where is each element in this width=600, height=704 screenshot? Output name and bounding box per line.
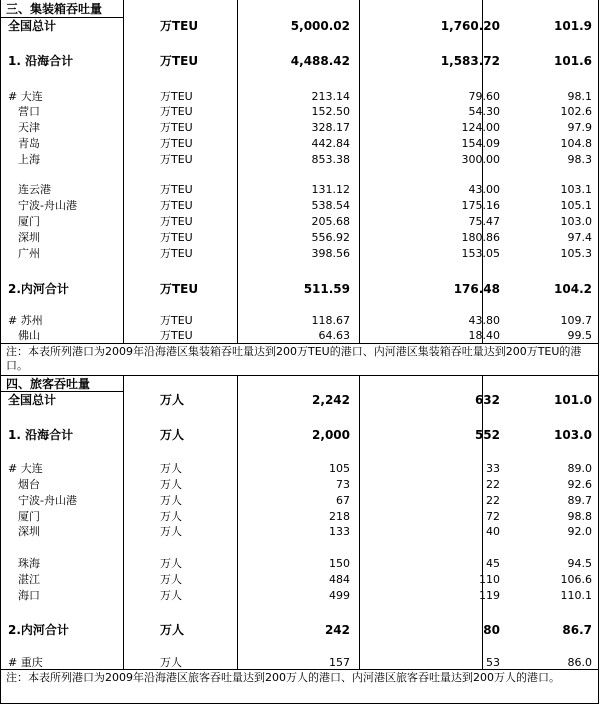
row-value-current: 154.09 (461, 137, 500, 150)
row-value-current: 175.16 (461, 199, 500, 212)
row-unit: 万人 (160, 525, 182, 538)
row-value-current: 552 (474, 428, 500, 442)
row-unit: 万人 (160, 589, 182, 602)
row-label: 营口 (18, 105, 40, 118)
row-label: 宁波-舟山港 (18, 199, 77, 212)
table-row (0, 104, 600, 120)
row-value-current: 22 (486, 494, 500, 507)
row-label: 全国总计 (8, 393, 57, 407)
row-value-ratio: 98.8 (567, 510, 592, 523)
table-row (0, 230, 600, 246)
row-unit: 万人 (160, 478, 182, 491)
row-value-ratio: 104.2 (554, 282, 592, 296)
table-row (0, 281, 600, 297)
row-unit: 万人 (160, 573, 182, 586)
row-label: # 苏州 (8, 314, 43, 327)
row-label: 上海 (18, 153, 40, 166)
row-unit: 万TEU (160, 231, 193, 244)
table-row (0, 136, 600, 152)
row-label: 广州 (18, 247, 40, 260)
table-row (0, 655, 600, 671)
row-value-current: 33 (486, 462, 500, 475)
row-value-cumulative: 150 (329, 557, 350, 570)
row-value-ratio: 103.0 (560, 215, 592, 228)
row-value-ratio: 103.1 (560, 183, 592, 196)
table-row (0, 477, 600, 493)
row-value-ratio: 101.6 (554, 54, 592, 68)
row-value-current: 1,760.20 (440, 19, 500, 33)
row-value-cumulative: 484 (329, 573, 350, 586)
table-row (0, 556, 600, 572)
row-value-cumulative: 511.59 (303, 282, 350, 296)
row-label: 深圳 (18, 525, 40, 538)
row-unit: 万TEU (160, 153, 193, 166)
table-row (0, 524, 600, 540)
row-label: 厦门 (18, 215, 40, 228)
row-label: # 重庆 (8, 656, 43, 669)
row-value-cumulative: 2,242 (312, 393, 350, 407)
table-row (0, 53, 600, 69)
row-value-ratio: 102.6 (560, 105, 592, 118)
row-value-ratio: 97.4 (567, 231, 592, 244)
row-unit: 万TEU (160, 137, 193, 150)
row-value-current: 300.00 (461, 153, 500, 166)
row-value-current: 43.80 (468, 314, 500, 327)
row-value-cumulative: 205.68 (311, 215, 350, 228)
row-unit: 万TEU (160, 121, 193, 134)
table-row (0, 182, 600, 198)
row-value-current: 54.30 (468, 105, 500, 118)
row-value-current: 1,583.72 (440, 54, 500, 68)
table-row (0, 313, 600, 329)
row-label: 深圳 (18, 231, 40, 244)
row-label: 湛江 (18, 573, 40, 586)
row-label: 厦门 (18, 510, 40, 523)
row-value-current: 18.40 (468, 329, 500, 342)
table-row (0, 572, 600, 588)
row-label: 宁波-舟山港 (18, 494, 77, 507)
row-value-current: 110 (479, 573, 500, 586)
row-unit: 万TEU (160, 19, 199, 33)
row-value-cumulative: 67 (336, 494, 350, 507)
row-unit: 万TEU (160, 105, 193, 118)
row-value-current: 43.00 (468, 183, 500, 196)
row-label: 青岛 (18, 137, 40, 150)
row-value-cumulative: 442.84 (311, 137, 350, 150)
row-unit: 万TEU (160, 215, 193, 228)
row-unit: 万TEU (160, 314, 193, 327)
row-unit: 万TEU (160, 247, 193, 260)
row-value-ratio: 103.0 (554, 428, 592, 442)
row-value-cumulative: 157 (329, 656, 350, 669)
row-value-ratio: 86.0 (567, 656, 592, 669)
row-value-current: 180.86 (461, 231, 500, 244)
row-value-ratio: 92.0 (567, 525, 592, 538)
row-label: 1. 沿海合计 (8, 54, 74, 68)
table-row (0, 89, 600, 105)
row-unit: 万人 (160, 557, 182, 570)
table-row (0, 427, 600, 443)
row-label: 2.内河合计 (8, 282, 69, 296)
row-value-cumulative: 105 (329, 462, 350, 475)
passenger-section-title: 四、旅客吞吐量 (6, 377, 91, 391)
table-row (0, 120, 600, 136)
row-value-current: 72 (486, 510, 500, 523)
row-label: 海口 (18, 589, 40, 602)
row-value-current: 124.00 (461, 121, 500, 134)
row-value-ratio: 89.0 (567, 462, 592, 475)
table-row (0, 246, 600, 262)
row-label: # 大连 (8, 90, 43, 103)
row-value-ratio: 101.0 (554, 393, 592, 407)
row-label: 1. 沿海合计 (8, 428, 74, 442)
row-value-cumulative: 73 (336, 478, 350, 491)
row-value-ratio: 97.9 (567, 121, 592, 134)
row-value-ratio: 110.1 (560, 589, 592, 602)
row-value-ratio: 104.8 (560, 137, 592, 150)
row-value-cumulative: 538.54 (311, 199, 350, 212)
table-row (0, 152, 600, 168)
row-value-ratio: 101.9 (554, 19, 592, 33)
row-value-ratio: 89.7 (567, 494, 592, 507)
row-value-ratio: 98.3 (567, 153, 592, 166)
row-value-ratio: 98.1 (567, 90, 592, 103)
table-row (0, 214, 600, 230)
row-unit: 万TEU (160, 199, 193, 212)
row-value-current: 153.05 (461, 247, 500, 260)
row-value-current: 119 (479, 589, 500, 602)
passenger-section-note: 注：本表所列港口为2009年沿海港区旅客吞吐量达到200万人的港口、内河港区旅客吞吐量达到200万人的港口。 (6, 671, 560, 684)
table-row (0, 588, 600, 604)
row-value-cumulative: 328.17 (311, 121, 350, 134)
table-row (0, 18, 600, 34)
row-value-ratio: 86.7 (562, 623, 592, 637)
row-value-current: 40 (486, 525, 500, 538)
row-unit: 万TEU (160, 90, 193, 103)
table-row (0, 622, 600, 638)
row-value-current: 75.47 (468, 215, 500, 228)
row-unit: 万人 (160, 510, 182, 523)
row-value-ratio: 105.1 (560, 199, 592, 212)
row-label: 全国总计 (8, 19, 57, 33)
container-section-title: 三、集装箱吞吐量 (6, 2, 103, 16)
row-value-cumulative: 133 (329, 525, 350, 538)
row-label: 佛山 (18, 329, 40, 342)
row-value-cumulative: 118.67 (311, 314, 350, 327)
row-value-cumulative: 4,488.42 (290, 54, 350, 68)
row-value-cumulative: 5,000.02 (290, 19, 350, 33)
row-value-ratio: 92.6 (567, 478, 592, 491)
row-unit: 万TEU (160, 54, 199, 68)
row-unit: 万TEU (160, 329, 193, 342)
row-unit: 万TEU (160, 282, 199, 296)
table-row (0, 392, 600, 408)
row-value-current: 45 (486, 557, 500, 570)
row-value-cumulative: 242 (324, 623, 350, 637)
table-row (0, 461, 600, 477)
row-value-cumulative: 131.12 (311, 183, 350, 196)
row-label: 烟台 (18, 478, 40, 491)
row-unit: 万人 (160, 428, 185, 442)
row-label: 天津 (18, 121, 40, 134)
row-value-cumulative: 499 (329, 589, 350, 602)
row-value-cumulative: 213.14 (311, 90, 350, 103)
row-label: 2.内河合计 (8, 623, 69, 637)
container-section-note: 注：本表所列港口为2009年沿海港区集装箱吞吐量达到200万TEU的港口、内河港区集装箱吞吐量达到200万TEU的港口。 (6, 345, 582, 372)
row-label: # 大连 (8, 462, 43, 475)
row-value-cumulative: 152.50 (311, 105, 350, 118)
table-row (0, 328, 600, 344)
table-row (0, 493, 600, 509)
row-value-current: 80 (483, 623, 500, 637)
row-value-ratio: 99.5 (567, 329, 592, 342)
row-unit: 万人 (160, 623, 185, 637)
row-value-current: 79.60 (468, 90, 500, 103)
row-value-cumulative: 2,000 (312, 428, 350, 442)
row-value-current: 176.48 (453, 282, 500, 296)
row-value-cumulative: 398.56 (311, 247, 350, 260)
row-value-cumulative: 853.38 (311, 153, 350, 166)
row-label: 连云港 (18, 183, 51, 196)
row-unit: 万人 (160, 656, 182, 669)
row-unit: 万人 (160, 393, 185, 407)
table-row (0, 198, 600, 214)
table-row (0, 509, 600, 525)
row-value-ratio: 109.7 (560, 314, 592, 327)
row-unit: 万TEU (160, 183, 193, 196)
row-value-ratio: 94.5 (567, 557, 592, 570)
row-value-cumulative: 64.63 (318, 329, 350, 342)
row-value-current: 632 (474, 393, 500, 407)
row-value-ratio: 106.6 (560, 573, 592, 586)
row-value-current: 53 (486, 656, 500, 669)
row-value-cumulative: 556.92 (311, 231, 350, 244)
row-value-cumulative: 218 (329, 510, 350, 523)
row-label: 珠海 (18, 557, 40, 570)
row-value-ratio: 105.3 (560, 247, 592, 260)
row-value-current: 22 (486, 478, 500, 491)
row-unit: 万人 (160, 494, 182, 507)
row-unit: 万人 (160, 462, 182, 475)
